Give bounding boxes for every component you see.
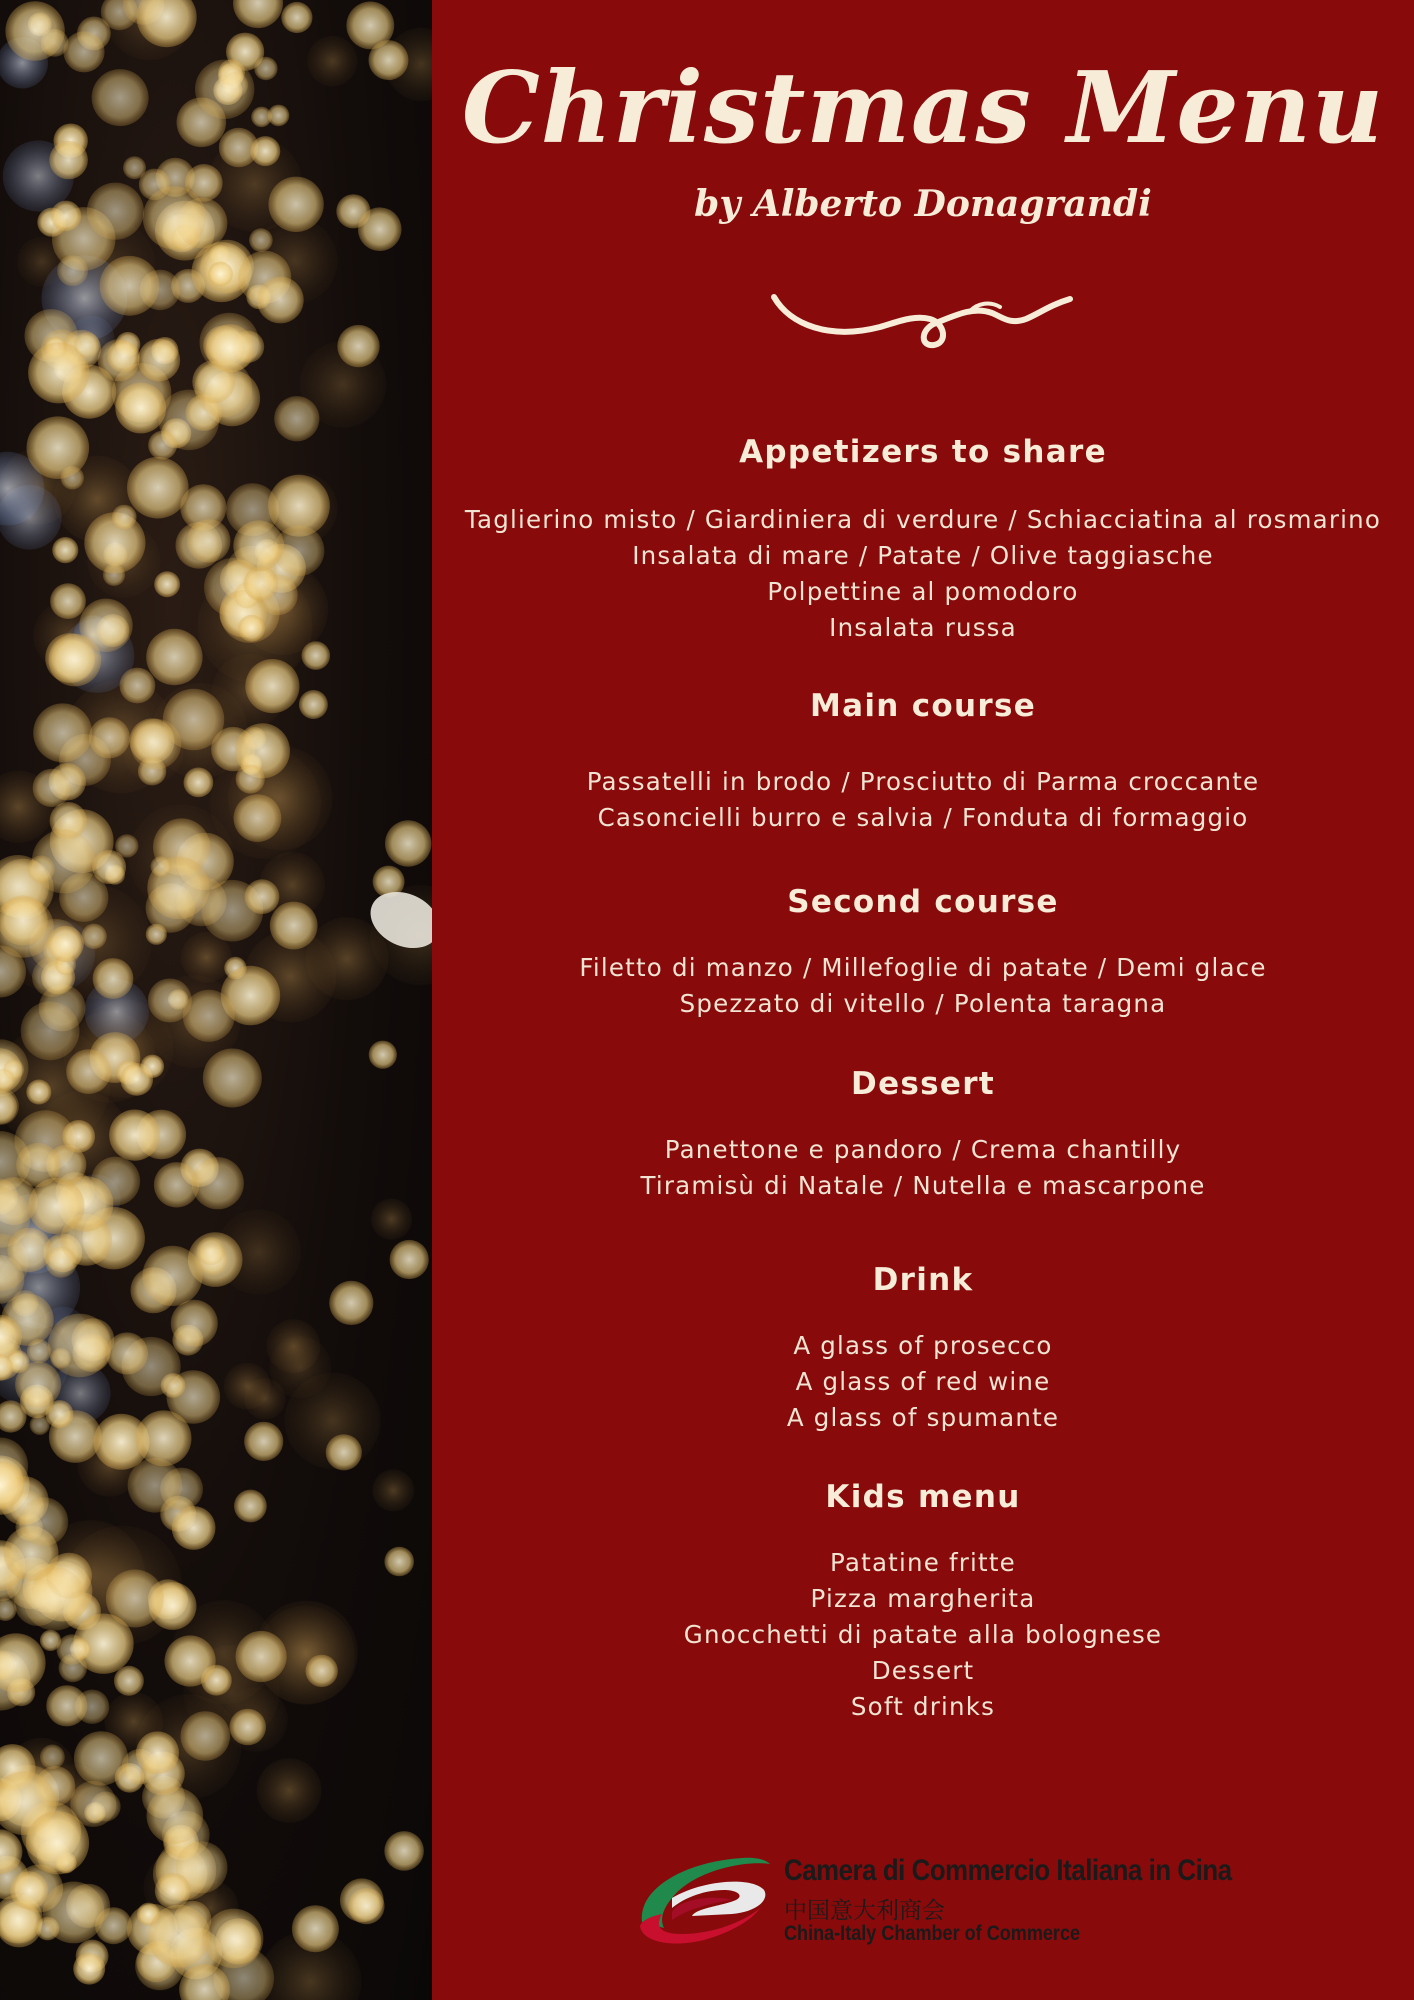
menu-item: A glass of spumante — [786, 1403, 1060, 1432]
bokeh-light — [138, 339, 181, 382]
bokeh-light — [234, 1490, 267, 1523]
bokeh-light — [106, 1332, 148, 1374]
bokeh-light — [244, 1422, 283, 1461]
bokeh-light — [236, 764, 265, 793]
bokeh-light — [245, 879, 280, 914]
bokeh-light — [30, 1415, 50, 1435]
bokeh-light — [48, 1314, 112, 1378]
bokeh-light — [136, 1410, 192, 1466]
bokeh-light — [26, 1080, 51, 1105]
bokeh-light — [292, 1905, 339, 1952]
bokeh-light — [115, 383, 166, 434]
bokeh-light — [130, 719, 181, 770]
menu-panel — [432, 0, 1414, 2000]
bokeh-light — [358, 207, 402, 251]
section-kids-menu — [432, 1477, 1414, 1725]
bokeh-light — [89, 717, 130, 758]
bokeh-light — [109, 1110, 160, 1161]
bokeh-light — [46, 1685, 87, 1726]
bokeh-light — [66, 1049, 111, 1094]
bokeh-light — [208, 262, 233, 287]
bokeh-light — [337, 325, 379, 367]
section-heading: Drink — [872, 1262, 974, 1298]
bokeh-light — [15, 1362, 61, 1408]
bokeh-light — [141, 1055, 164, 1078]
bokeh-light — [234, 794, 282, 842]
bokeh-light — [40, 1745, 65, 1770]
bokeh-light — [62, 1120, 95, 1153]
org-name-english: China-Italy Chamber of Commerce — [784, 1922, 1081, 1945]
menu-item: Polpettine al pomodoro — [767, 577, 1079, 606]
menu-item: Dessert — [871, 1656, 975, 1685]
bokeh-light — [47, 926, 83, 962]
bokeh-light — [43, 1882, 105, 1944]
bokeh-light — [27, 416, 90, 479]
bokeh-light — [257, 1758, 322, 1823]
bokeh-light — [106, 1570, 164, 1628]
bokeh-light — [19, 1497, 68, 1546]
bokeh-light — [203, 1049, 262, 1108]
section-heading: Second course — [787, 884, 1059, 920]
bokeh-light — [245, 659, 299, 713]
bokeh-light — [384, 1831, 424, 1871]
bokeh-light — [119, 668, 155, 704]
bokeh-light — [27, 1339, 51, 1363]
bokeh-light — [0, 1633, 46, 1692]
bokeh-light — [181, 1711, 231, 1761]
menu-item: Patatine fritte — [830, 1548, 1016, 1577]
bokeh-light — [92, 69, 149, 126]
bokeh-light — [63, 31, 104, 72]
bokeh-light — [371, 1199, 412, 1240]
section-drink — [432, 1260, 1414, 1436]
menu-subtitle: by Alberto Donagrandi — [694, 183, 1152, 225]
bokeh-light — [87, 183, 144, 240]
section-appetizers — [432, 432, 1414, 646]
bokeh-light — [172, 1506, 216, 1550]
bokeh-light — [307, 36, 357, 86]
bokeh-light — [142, 1246, 202, 1306]
bokeh-light — [52, 537, 78, 563]
bokeh-light — [224, 1363, 271, 1410]
bokeh-light — [197, 1237, 225, 1265]
menu-item: Filetto di manzo / Millefoglie di patate / Demi glace — [579, 953, 1267, 982]
bokeh-light — [81, 924, 106, 949]
flourish-ornament-icon — [770, 285, 1076, 355]
bokeh-light — [114, 1666, 144, 1696]
menu-item: Insalata di mare / Patate / Olive taggiasche — [632, 541, 1214, 570]
bokeh-light — [143, 186, 206, 249]
bokeh-light — [250, 136, 280, 166]
bokeh-light — [195, 60, 254, 119]
menu-item: Gnocchetti di patate alla bolognese — [683, 1620, 1163, 1649]
bokeh-light — [148, 1905, 211, 1968]
bokeh-light — [183, 990, 235, 1042]
bokeh-light — [136, 1731, 179, 1774]
bokeh-light — [57, 1634, 88, 1665]
bokeh-light — [45, 1246, 76, 1277]
bokeh-light — [5, 1, 64, 60]
bokeh-light — [146, 629, 202, 685]
bokeh-light — [107, 340, 140, 373]
bokeh-light — [306, 1655, 338, 1687]
bokeh-light — [238, 615, 265, 642]
menu-item: Passatelli in brodo / Prosciutto di Parma croccante — [586, 767, 1260, 796]
menu-item: Taglierino misto / Giardiniera di verdure / Schiacciatina al rosmarino — [464, 505, 1382, 534]
bokeh-light — [70, 1781, 116, 1827]
bokeh-light — [233, 0, 283, 28]
chamber-logo-icon — [632, 1850, 772, 1950]
bokeh-light — [74, 1731, 128, 1785]
bokeh-light — [171, 1300, 218, 1347]
org-name: Camera di Commercio Italiana in Cina — [784, 1854, 1232, 1887]
bokeh-light — [184, 768, 214, 798]
bokeh-light — [21, 1001, 80, 1060]
bokeh-light — [229, 1709, 266, 1746]
org-name-chinese: 中国意大利商会 — [784, 1898, 945, 1924]
bokeh-light — [281, 2, 312, 33]
menu-item: Spezzato di vitello / Polenta taragna — [679, 989, 1167, 1018]
bokeh-light — [151, 856, 172, 877]
bokeh-light — [268, 177, 323, 232]
bokeh-light — [268, 105, 290, 127]
bokeh-light — [51, 201, 82, 232]
bokeh-light — [257, 277, 304, 324]
bokeh-light — [50, 583, 86, 619]
bokeh-light — [384, 1547, 414, 1577]
menu-item: Soft drinks — [850, 1692, 996, 1721]
menu-item: Casoncielli burro e salvia / Fonduta di formaggio — [597, 803, 1249, 832]
bokeh-light — [33, 769, 71, 807]
bokeh-lights-photo — [0, 0, 432, 2000]
menu-item: A glass of red wine — [795, 1367, 1051, 1396]
bokeh-light — [7, 1228, 51, 1272]
bokeh-light — [385, 820, 431, 866]
bokeh-light — [348, 1888, 384, 1924]
bokeh-light — [326, 1434, 362, 1470]
bokeh-light — [187, 519, 231, 563]
bokeh-light — [369, 40, 409, 80]
bokeh-light — [192, 1157, 244, 1209]
bokeh-light — [274, 396, 319, 441]
bokeh-light — [155, 1873, 191, 1909]
bokeh-light — [128, 1458, 183, 1513]
section-heading: Kids menu — [825, 1479, 1021, 1515]
bokeh-light — [329, 1281, 373, 1325]
bokeh-light — [28, 856, 55, 883]
chamber-logo-block — [632, 1850, 1332, 1950]
bokeh-light — [112, 505, 137, 530]
bokeh-light — [10, 1871, 48, 1909]
bokeh-light — [147, 1787, 204, 1844]
bokeh-light — [269, 1336, 331, 1398]
menu-item: Tiramisù di Natale / Nutella e mascarpone — [640, 1171, 1206, 1200]
menu-item: Insalata russa — [829, 613, 1017, 642]
section-heading: Dessert — [851, 1066, 995, 1102]
bokeh-light — [204, 1909, 264, 1969]
bokeh-light — [236, 1631, 287, 1682]
bokeh-light — [249, 228, 273, 252]
bokeh-lights-image — [0, 0, 432, 2000]
section-main-course — [432, 686, 1414, 836]
bokeh-light — [372, 1469, 414, 1511]
bokeh-light — [243, 566, 278, 601]
bokeh-light — [233, 520, 284, 571]
section-dessert — [432, 1064, 1414, 1204]
bokeh-light — [254, 57, 277, 80]
bokeh-light — [23, 1567, 86, 1630]
bokeh-light — [165, 1635, 216, 1686]
menu-item: Pizza margherita — [810, 1584, 1036, 1613]
bokeh-light — [206, 324, 254, 372]
section-heading: Appetizers to share — [739, 434, 1107, 470]
bokeh-light — [79, 599, 132, 652]
bokeh-light — [93, 958, 134, 999]
bokeh-light — [390, 1240, 429, 1279]
bokeh-light — [92, 850, 126, 884]
menu-title: Christmas Menu — [461, 51, 1385, 166]
bokeh-light — [49, 141, 88, 180]
bokeh-light — [369, 1041, 397, 1069]
menu-item: A glass of prosecco — [793, 1331, 1053, 1360]
bokeh-light — [299, 690, 328, 719]
bokeh-light — [100, 256, 160, 316]
bokeh-light — [33, 703, 92, 762]
bokeh-light — [0, 895, 48, 945]
bokeh-light — [302, 641, 331, 670]
bokeh-light — [57, 255, 88, 286]
bokeh-light — [73, 1953, 105, 1985]
section-second-course — [432, 882, 1414, 1022]
bokeh-light — [16, 1143, 60, 1187]
bokeh-light — [74, 332, 100, 358]
section-heading: Main course — [809, 688, 1037, 724]
bokeh-light — [154, 571, 180, 597]
menu-item: Panettone e pandoro / Crema chantilly — [664, 1135, 1182, 1164]
bokeh-light — [127, 457, 189, 519]
bokeh-light — [270, 902, 318, 950]
